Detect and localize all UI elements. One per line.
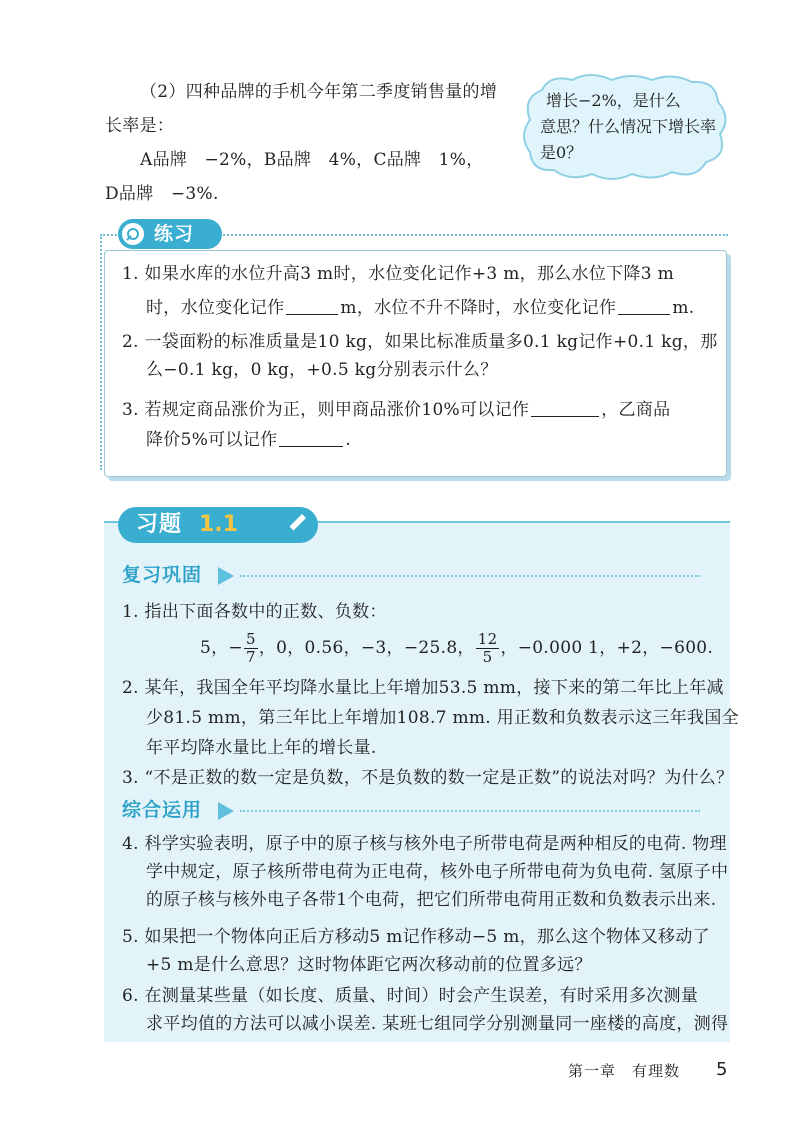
- bubble-line-1: 增长−2%，是什么: [546, 91, 681, 110]
- practice-item-1-line-1: 1. 如果水库的水位升高3 m时，水位变化记作+3 m，那么水位下降3 m: [122, 264, 674, 284]
- section-review-divider: [240, 575, 700, 577]
- think-bubble: [520, 72, 730, 184]
- exercise-q2-line-3: 年平均降水量比上年的增长量.: [146, 738, 377, 758]
- answer-blank[interactable]: [618, 296, 670, 315]
- exercise-q5-line-1: 5. 如果把一个物体向正后方移动5 m记作移动−5 m，那么这个物体又移动了: [122, 927, 710, 947]
- arrow-right-icon: [218, 567, 234, 585]
- practice-item-3-line-1: 3. 若规定商品涨价为正，则甲商品涨价10%可以记作 ，乙商品: [122, 400, 671, 420]
- exercise-q5-line-2: +5 m是什么意思？这时物体距它两次移动前的位置多远？: [146, 955, 592, 975]
- practice-item-3-line-2: 降价5%可以记作 .: [146, 430, 352, 450]
- exercise-q3-line-1: 3. “不是正数的数一定是负数，不是负数的数一定是正数”的说法对吗？为什么？: [122, 768, 734, 788]
- section-apply-heading: 综合运用: [122, 799, 203, 821]
- exercise-q1-prompt: 1. 指出下面各数中的正数、负数：: [122, 602, 387, 622]
- exercise-q2-line-2: 少81.5 mm，第三年比上年增加108.7 mm. 用正数和负数表示这三年我国全: [146, 708, 739, 728]
- practice-title: 练习: [154, 223, 195, 245]
- pencil-icon: [282, 509, 310, 539]
- arrow-right-icon: [218, 802, 234, 820]
- intro-line-3: A品牌 −2%，B品牌 4%，C品牌 1%，: [140, 150, 484, 170]
- bubble-line-2: 意思？什么情况下增长率: [540, 117, 717, 136]
- exercise-q6-line-1: 6. 在测量某些量（如长度、质量、时间）时会产生误差，有时采用多次测量: [122, 986, 699, 1006]
- practice-item-2-line-1: 2. 一袋面粉的标准质量是10 kg，如果比标准质量多0.1 kg记作+0.1 kg，那: [122, 332, 718, 352]
- bubble-line-3: 是0？: [540, 143, 583, 162]
- practice-item-1-line-2: 时，水位变化记作 m，水位不升不降时，水位变化记作 m.: [146, 298, 695, 318]
- page-number: 5: [716, 1059, 728, 1080]
- intro-line-1: （2）四种品牌的手机今年第二季度销售量的增: [140, 82, 498, 102]
- practice-dotted-left: [100, 234, 102, 470]
- answer-blank[interactable]: [279, 428, 343, 447]
- practice-item-2-line-2: 么−0.1 kg，0 kg，+0.5 kg分别表示什么？: [146, 360, 498, 380]
- exercise-q4-line-3: 的原子核与核外电子各带1个电荷，把它们所带电荷用正数和负数表示出来.: [146, 890, 717, 910]
- exercise-q1-numbers: 5，− $\frac{5}{7}$ ，0，0.56，−3，−25.8， $\frac{12}{5}$ ，−0.000 1，+2，−600.: [200, 630, 714, 666]
- exercise-q4-line-2: 学中规定，原子核所带电荷为正电荷，核外电子所带电荷为负电荷. 氢原子中: [146, 862, 729, 882]
- intro-line-2: 长率是：: [105, 116, 175, 136]
- exercise-number: 1.1: [199, 512, 238, 537]
- fraction: $\frac{5}{7}$: [245, 630, 256, 666]
- exercise-title: 习题: [136, 512, 183, 537]
- answer-blank[interactable]: [286, 296, 338, 315]
- exercise-q6-line-2: 求平均值的方法可以减小误差. 某班七组同学分别测量同一座楼的高度，测得: [146, 1014, 729, 1034]
- exercise-q4-line-1: 4. 科学实验表明，原子中的原子核与核外电子所带电荷是两种相反的电荷. 物理: [122, 834, 727, 854]
- intro-line-4: D品牌 −3%.: [105, 184, 219, 204]
- practice-icon: [120, 221, 146, 247]
- fraction: $\frac{12}{5}$: [477, 630, 498, 666]
- section-review-heading: 复习巩固: [122, 564, 203, 586]
- section-apply-divider: [240, 810, 700, 812]
- answer-blank[interactable]: [531, 398, 599, 417]
- footer-chapter: 第一章 有理数: [568, 1062, 681, 1080]
- exercise-q2-line-1: 2. 某年，我国全年平均降水量比上年增加53.5 mm，接下来的第二年比上年减: [122, 678, 724, 698]
